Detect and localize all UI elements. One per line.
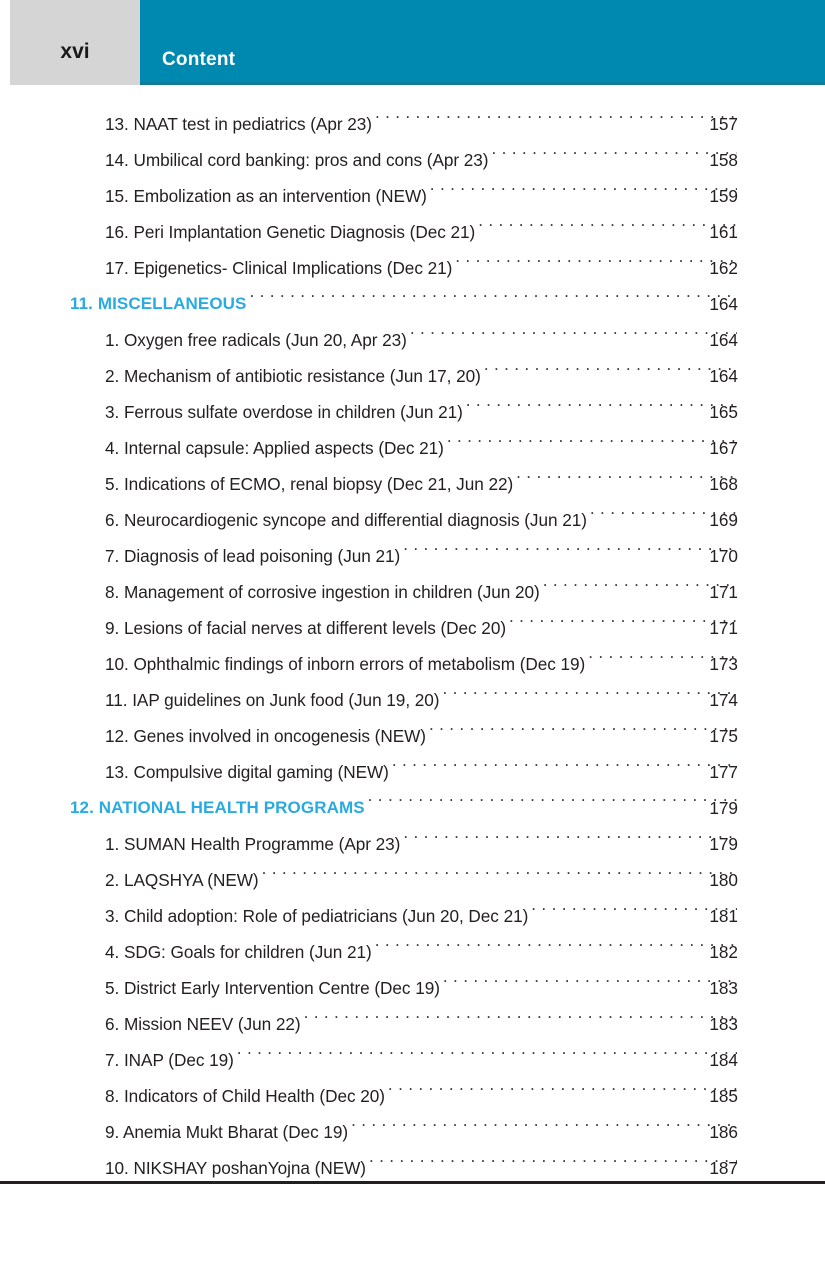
toc-page-number: 157: [709, 114, 738, 134]
toc-page-number: 183: [709, 1014, 738, 1034]
toc-chapter-row[interactable]: [0, 286, 825, 322]
footer-rule: [0, 1181, 825, 1184]
toc-entry-row[interactable]: [0, 934, 825, 970]
toc-page-number: 186: [709, 1122, 738, 1142]
toc-entry-label: 7. INAP (Dec 19): [105, 1050, 234, 1070]
toc-chapter-label: 11. MISCELLANEOUS: [70, 294, 247, 313]
toc-page-number: 161: [709, 222, 738, 242]
toc-entry-label: 14. Umbilical cord banking: pros and cons (Apr 23): [105, 150, 489, 170]
dot-leader: [484, 366, 737, 382]
toc-entry-row[interactable]: [0, 682, 825, 718]
toc-page-number: 179: [709, 798, 738, 818]
toc-entry-label: 13. NAAT test in pediatrics (Apr 23): [105, 114, 372, 134]
toc-entry-label: 2. Mechanism of antibiotic resistance (Jun 17, 20): [105, 366, 481, 386]
toc-entry-row[interactable]: [0, 430, 825, 466]
dot-leader: [531, 906, 737, 922]
dot-leader: [443, 978, 737, 994]
toc-entry-row[interactable]: [0, 718, 825, 754]
toc-page-number: 168: [709, 474, 738, 494]
folio-box: [10, 0, 140, 85]
toc-entry-row[interactable]: [0, 1078, 825, 1114]
toc-entry-row[interactable]: [0, 826, 825, 862]
toc-entry-row[interactable]: [0, 466, 825, 502]
page-header: [0, 0, 825, 85]
dot-leader: [351, 1122, 737, 1138]
toc-entry-row[interactable]: [0, 394, 825, 430]
toc-entry-label: 9. Lesions of facial nerves at different levels (Dec 20): [105, 618, 506, 638]
toc-page-number: 164: [709, 294, 738, 314]
dot-leader: [429, 726, 737, 742]
toc-entry-row[interactable]: [0, 646, 825, 682]
dot-leader: [442, 690, 737, 706]
toc-entry-row[interactable]: [0, 574, 825, 610]
toc-entry-label: 6. Neurocardiogenic syncope and differential diagnosis (Jun 21): [105, 510, 587, 530]
toc-entry-label: 5. District Early Intervention Centre (Dec 19): [105, 978, 440, 998]
toc-entry-row[interactable]: [0, 250, 825, 286]
toc-page-number: 164: [709, 366, 738, 386]
toc-entry-label: 1. SUMAN Health Programme (Apr 23): [105, 834, 401, 854]
dot-leader: [375, 114, 737, 130]
folio-number: xvi: [60, 40, 90, 63]
toc-entry-label: 6. Mission NEEV (Jun 22): [105, 1014, 301, 1034]
page-title: Content: [162, 49, 236, 70]
toc-page-number: 171: [709, 618, 738, 638]
toc-page-number: 182: [709, 942, 738, 962]
toc-entry-label: 7. Diagnosis of lead poisoning (Jun 21): [105, 546, 401, 566]
toc-entry-label: 3. Ferrous sulfate overdose in children (Jun 21): [105, 402, 463, 422]
toc-page-number: 187: [709, 1158, 738, 1178]
toc-entry-row[interactable]: [0, 970, 825, 1006]
dot-leader: [447, 438, 737, 454]
toc-entry-row[interactable]: [0, 502, 825, 538]
toc-page-number: 167: [709, 438, 738, 458]
toc-entry-label: 10. Ophthalmic findings of inborn errors of metabolism (Dec 19): [105, 654, 586, 674]
toc-page-number: 162: [709, 258, 738, 278]
dot-leader: [430, 186, 737, 202]
dot-leader: [304, 1014, 737, 1030]
toc-page-number: 179: [709, 834, 738, 854]
dot-leader: [410, 330, 737, 346]
toc-page-number: 171: [709, 582, 738, 602]
toc-entry-row[interactable]: [0, 1042, 825, 1078]
toc-page-number: 185: [709, 1086, 738, 1106]
toc-page-number: 180: [709, 870, 738, 890]
toc-page-number: 158: [709, 150, 738, 170]
toc-page-number: 165: [709, 402, 738, 422]
dot-leader: [455, 258, 737, 274]
dot-leader: [237, 1050, 737, 1066]
toc-entry-row[interactable]: [0, 862, 825, 898]
dot-leader: [509, 618, 737, 634]
toc-entry-label: 4. SDG: Goals for children (Jun 21): [105, 942, 372, 962]
dot-leader: [491, 150, 737, 166]
toc-entry-row[interactable]: [0, 898, 825, 934]
toc-entry-row[interactable]: [0, 178, 825, 214]
toc-entry-row[interactable]: [0, 538, 825, 574]
dot-leader: [516, 474, 737, 490]
dot-leader: [478, 222, 737, 238]
toc-entry-label: 8. Indicators of Child Health (Dec 20): [105, 1086, 385, 1106]
toc-entry-row[interactable]: [0, 214, 825, 250]
dot-leader: [403, 546, 737, 562]
toc-chapter-row[interactable]: [0, 790, 825, 826]
toc-entry-label: 12. Genes involved in oncogenesis (NEW): [105, 726, 426, 746]
toc-page-number: 170: [709, 546, 738, 566]
toc-entry-row[interactable]: [0, 322, 825, 358]
toc-entry-label: 17. Epigenetics- Clinical Implications (Dec 21): [105, 258, 453, 278]
toc-entry-label: 11. IAP guidelines on Junk food (Jun 19, 20): [105, 690, 440, 710]
toc-entry-row[interactable]: [0, 1114, 825, 1150]
toc-entry-label: 16. Peri Implantation Genetic Diagnosis (Dec 21): [105, 222, 476, 242]
toc-page-number: 181: [709, 906, 738, 926]
dot-leader: [375, 942, 737, 958]
toc-entry-label: 10. NIKSHAY poshanYojna (NEW): [105, 1158, 366, 1178]
toc-page-number: 183: [709, 978, 738, 998]
dot-leader: [543, 582, 737, 598]
dot-leader: [403, 834, 737, 850]
toc-entry-label: 8. Management of corrosive ingestion in children (Jun 20): [105, 582, 540, 602]
toc-entry-label: 9. Anemia Mukt Bharat (Dec 19): [105, 1122, 349, 1142]
toc-page-number: 169: [709, 510, 738, 530]
toc-entry-label: 2. LAQSHYA (NEW): [105, 870, 259, 890]
dot-leader: [262, 870, 737, 886]
toc-entry-label: 4. Internal capsule: Applied aspects (Dec 21): [105, 438, 444, 458]
toc-entry-row[interactable]: [0, 358, 825, 394]
toc-entry-row[interactable]: [0, 754, 825, 790]
dot-leader: [388, 1086, 737, 1102]
toc-page-number: 173: [709, 654, 738, 674]
toc-page-number: 184: [709, 1050, 738, 1070]
dot-leader: [392, 762, 737, 778]
dot-leader: [368, 797, 737, 813]
toc-entry-row[interactable]: [0, 106, 825, 142]
dot-leader: [369, 1158, 737, 1174]
toc-entry-label: 1. Oxygen free radicals (Jun 20, Apr 23): [105, 330, 407, 350]
table-of-contents: [0, 106, 825, 1186]
toc-entry-row[interactable]: [0, 1006, 825, 1042]
toc-page-number: 177: [709, 762, 738, 782]
toc-page-number: 159: [709, 186, 738, 206]
toc-entry-label: 15. Embolization as an intervention (NEW): [105, 186, 427, 206]
toc-page-number: 175: [709, 726, 738, 746]
toc-entry-label: 3. Child adoption: Role of pediatricians (Jun 20, Dec 21): [105, 906, 529, 926]
header-color-band: [140, 0, 825, 85]
toc-entry-label: 5. Indications of ECMO, renal biopsy (Dec 21, Jun 22): [105, 474, 514, 494]
toc-entry-row[interactable]: [0, 610, 825, 646]
toc-entry-row[interactable]: [0, 142, 825, 178]
toc-page-number: 174: [709, 690, 738, 710]
toc-page-number: 164: [709, 330, 738, 350]
toc-entry-label: 13. Compulsive digital gaming (NEW): [105, 762, 389, 782]
toc-chapter-label: 12. NATIONAL HEALTH PROGRAMS: [70, 798, 365, 817]
dot-leader: [249, 293, 737, 309]
dot-leader: [466, 402, 737, 418]
